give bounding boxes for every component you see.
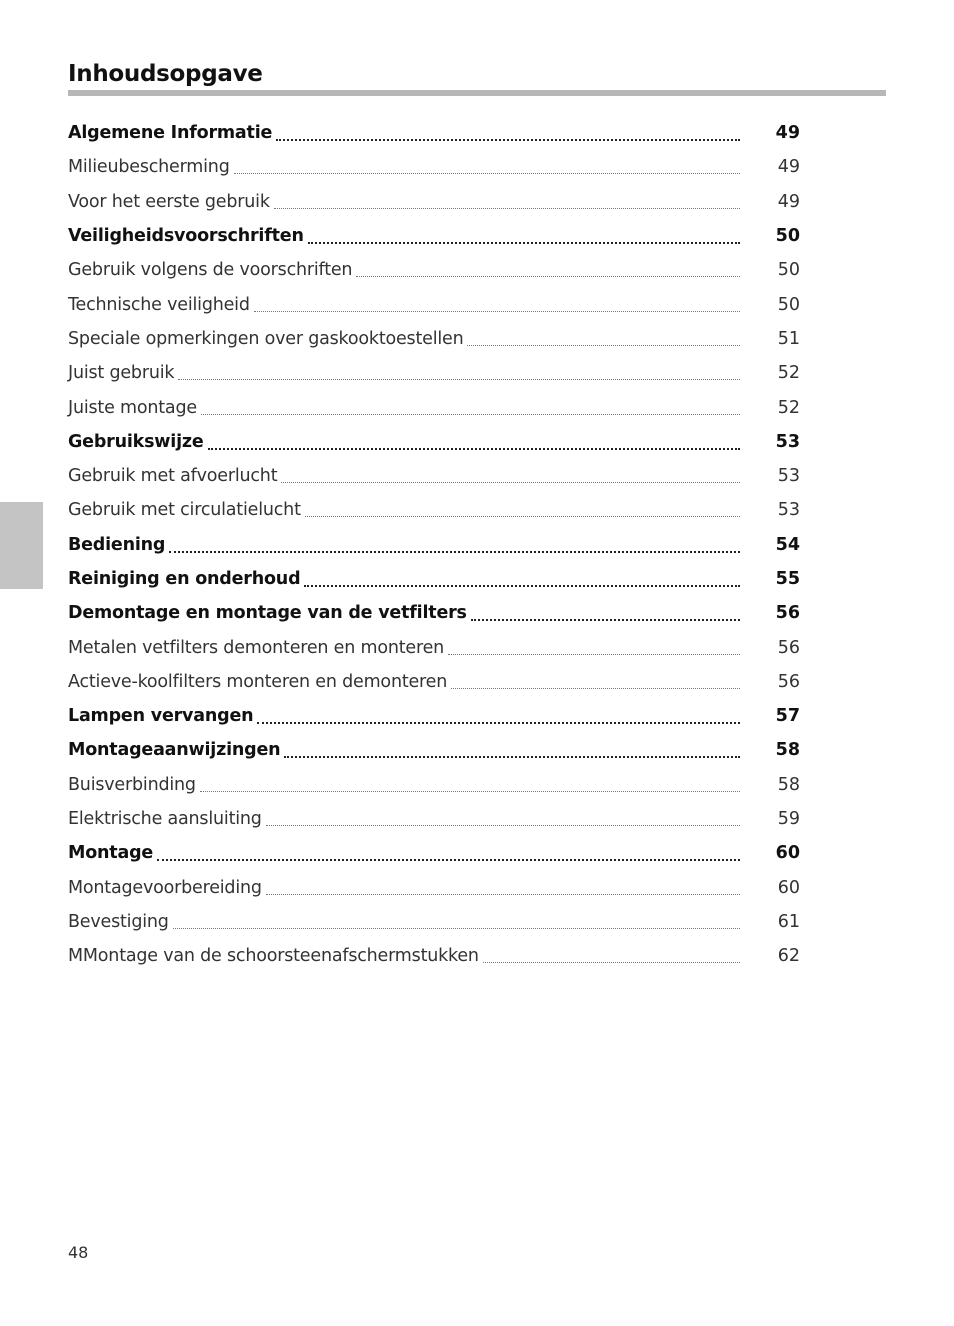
toc-entry-page: 55	[775, 569, 800, 589]
toc-entry-label: Actieve-koolfilters monteren en demonteren	[68, 671, 448, 692]
toc-dot-leader	[305, 501, 740, 519]
toc-section-entry[interactable]	[68, 287, 800, 321]
toc-entry-label: Montagevoorbereiding	[68, 877, 262, 898]
toc-dot-leader	[157, 844, 740, 862]
toc-entry-label: Speciale opmerkingen over gaskooktoestellen	[68, 328, 464, 349]
toc-chapter-entry[interactable]	[68, 699, 800, 733]
toc-entry-page: 61	[777, 911, 800, 932]
toc-chapter-entry[interactable]	[68, 562, 800, 596]
page-title: Inhoudsopgave	[68, 61, 263, 87]
toc-chapter-entry[interactable]	[68, 116, 800, 150]
toc-section-entry[interactable]	[68, 871, 800, 905]
title-rule	[68, 90, 886, 96]
toc-entry-page: 49	[777, 191, 800, 212]
toc-section-entry[interactable]	[68, 390, 800, 424]
toc-dot-leader	[169, 536, 740, 554]
toc-entry-label: Lampen vervangen	[68, 706, 254, 727]
toc-entry-label: Elektrische aansluiting	[68, 809, 262, 830]
toc-entry-page: 53	[775, 431, 800, 452]
toc-entry-page: 49	[775, 123, 800, 144]
toc-entry-page: 56	[777, 671, 800, 692]
toc-entry-page: 58	[775, 740, 800, 761]
toc-entry-page: 58	[777, 774, 800, 795]
toc-entry-page: 54	[775, 534, 800, 555]
toc-entry-label: Bediening	[68, 534, 166, 555]
toc-entry-label: Gebruik met circulatielucht	[68, 500, 301, 521]
toc-dot-leader	[208, 433, 740, 451]
toc-entry-label: Demontage en montage van de vetfilters	[68, 603, 467, 624]
toc-dot-leader	[234, 158, 740, 176]
toc-section-entry[interactable]	[68, 150, 800, 184]
toc-entry-page: 59	[777, 809, 800, 830]
side-tab-marker	[0, 502, 43, 589]
toc-entry-label: Montage	[68, 843, 154, 864]
toc-dot-leader	[483, 947, 740, 965]
toc-chapter-entry[interactable]	[68, 219, 800, 253]
toc-entry-label: Gebruikswijze	[68, 431, 204, 452]
toc-dot-leader	[173, 913, 740, 931]
toc-entry-page: 60	[775, 843, 800, 864]
toc-entry-page: 56	[775, 603, 800, 624]
toc-entry-page: 50	[775, 226, 800, 247]
toc-chapter-entry[interactable]	[68, 425, 800, 459]
toc-dot-leader	[276, 124, 740, 142]
toc-chapter-entry[interactable]	[68, 596, 800, 630]
toc-dot-leader	[201, 399, 740, 417]
toc-entry-page: 52	[777, 363, 800, 384]
toc-section-entry[interactable]	[68, 459, 800, 493]
toc-chapter-entry[interactable]	[68, 528, 800, 562]
toc-entry-page: 49	[777, 157, 800, 178]
toc-entry-label: Gebruik volgens de voorschriften	[68, 260, 353, 281]
toc-section-entry[interactable]	[68, 356, 800, 390]
toc-section-entry[interactable]	[68, 905, 800, 939]
toc-entry-label: Veiligheidsvoorschriften	[68, 226, 304, 247]
toc-dot-leader	[308, 227, 740, 245]
toc-entry-page: 50	[777, 294, 800, 315]
toc-dot-leader	[356, 261, 740, 279]
toc-section-entry[interactable]	[68, 665, 800, 699]
toc-entry-page: 57	[775, 706, 800, 727]
toc-dot-leader	[266, 810, 740, 828]
toc-section-entry[interactable]	[68, 493, 800, 527]
toc-entry-label: Buisverbinding	[68, 774, 196, 795]
toc-section-entry[interactable]	[68, 768, 800, 802]
toc-dot-leader	[451, 673, 740, 691]
toc-entry-page: 52	[777, 397, 800, 418]
toc-entry-page: 50	[777, 260, 800, 281]
toc-entry-label: Metalen vetfilters demonteren en monteren	[68, 637, 445, 658]
toc-chapter-entry[interactable]	[68, 733, 800, 767]
toc-chapter-entry[interactable]	[68, 836, 800, 870]
toc-dot-leader	[284, 741, 740, 759]
toc-dot-leader	[448, 639, 740, 657]
toc-dot-leader	[178, 364, 740, 382]
toc-entry-label: Voor het eerste gebruik	[68, 191, 270, 212]
toc-entry-page: 60	[777, 877, 800, 898]
table-of-contents	[68, 116, 800, 973]
toc-entry-page: 51	[777, 328, 800, 349]
toc-section-entry[interactable]	[68, 185, 800, 219]
toc-entry-page: 62	[777, 946, 800, 967]
toc-section-entry[interactable]	[68, 253, 800, 287]
toc-entry-label: Juiste montage	[68, 397, 197, 418]
toc-dot-leader	[281, 467, 740, 485]
toc-section-entry[interactable]	[68, 939, 800, 973]
toc-entry-label: Gebruik met afvoerlucht	[68, 466, 278, 487]
toc-dot-leader	[304, 570, 740, 588]
toc-entry-page: 56	[777, 637, 800, 658]
toc-entry-label: Technische veiligheid	[68, 294, 250, 315]
toc-section-entry[interactable]	[68, 630, 800, 664]
toc-dot-leader	[257, 707, 740, 725]
toc-entry-label: MMontage van de schoorsteenafschermstukken	[68, 946, 479, 967]
toc-dot-leader	[254, 296, 740, 314]
toc-entry-label: Reiniging en onderhoud	[68, 569, 301, 589]
toc-section-entry[interactable]	[68, 322, 800, 356]
page-number: 48	[68, 1243, 89, 1262]
toc-entry-page: 53	[777, 466, 800, 487]
toc-entry-page: 53	[777, 500, 800, 521]
toc-dot-leader	[471, 604, 740, 622]
toc-entry-label: Milieubescherming	[68, 157, 230, 178]
toc-entry-label: Montageaanwijzingen	[68, 740, 281, 761]
toc-dot-leader	[266, 879, 740, 897]
toc-dot-leader	[274, 193, 740, 211]
toc-entry-label: Bevestiging	[68, 911, 169, 932]
toc-section-entry[interactable]	[68, 802, 800, 836]
toc-entry-label: Algemene Informatie	[68, 123, 273, 144]
toc-entry-label: Juist gebruik	[68, 363, 175, 384]
toc-dot-leader	[467, 330, 740, 348]
toc-dot-leader	[200, 776, 740, 794]
